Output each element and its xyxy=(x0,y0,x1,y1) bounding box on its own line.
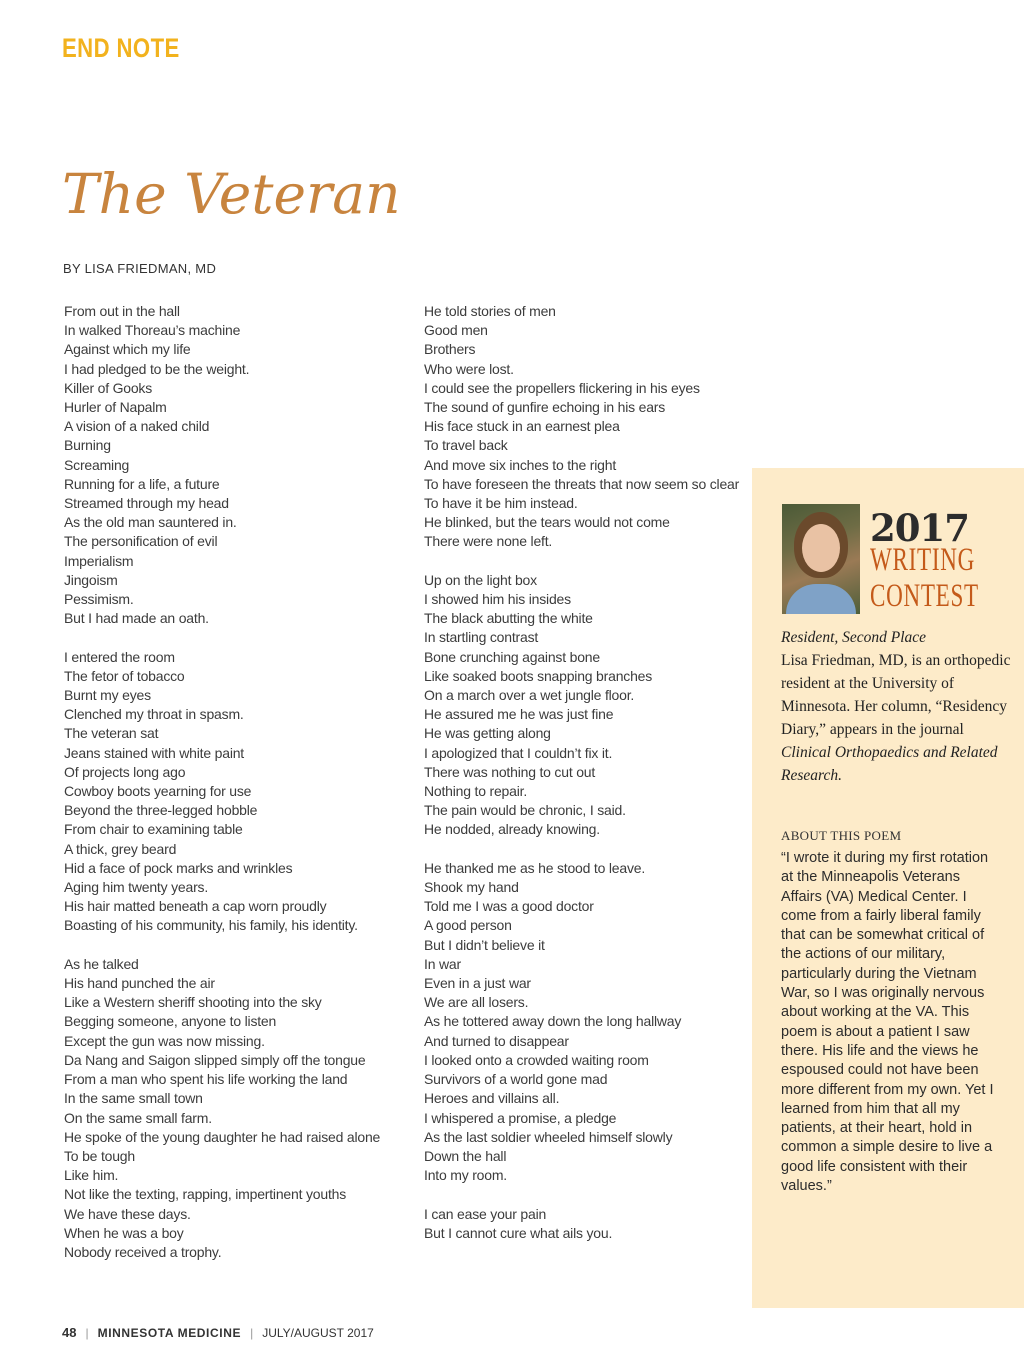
bio-journal: Clinical Orthopaedics and Related Research. xyxy=(781,744,998,784)
poem-line: The veteran sat xyxy=(64,725,159,742)
poem-line: But I had made an oath. xyxy=(64,610,209,627)
poem-line: Even in a just war xyxy=(424,975,531,992)
poem-line: When he was a boy xyxy=(64,1224,184,1241)
poem-line: He was getting along xyxy=(424,725,551,742)
poem-line: There were none left. xyxy=(424,533,553,550)
poem-line: In the same small town xyxy=(64,1090,203,1107)
poem-line: He assured me he was just fine xyxy=(424,706,614,723)
poem-line: Nobody received a trophy. xyxy=(64,1243,222,1260)
bio-text: Lisa Friedman, MD, is an orthopedic resident at the University of Minnesota. Her column, “Residency Diary,” appears in the journal xyxy=(781,652,1011,738)
award-place: Resident, Second Place xyxy=(781,629,927,646)
poem-line: I whispered a promise, a pledge xyxy=(424,1109,617,1126)
poem-line: We have these days. xyxy=(64,1205,191,1222)
poem-line: Pessimism. xyxy=(64,591,134,608)
poem-line: Down the hall xyxy=(424,1147,507,1164)
poem-line: Screaming xyxy=(64,456,130,473)
poem-line: As the old man sauntered in. xyxy=(64,514,237,531)
poem-line: His hair matted beneath a cap worn proudly xyxy=(64,898,327,915)
poem-line: From chair to examining table xyxy=(64,821,243,838)
poem-line: But I didn’t believe it xyxy=(424,936,545,953)
section-label: END NOTE xyxy=(62,33,180,63)
about-heading: ABOUT THIS POEM xyxy=(781,828,902,843)
poem-line: A thick, grey beard xyxy=(64,840,177,857)
poem-line: He nodded, already knowing. xyxy=(424,821,600,838)
poem-line: A vision of a naked child xyxy=(64,418,210,435)
poem-line: Told me I was a good doctor xyxy=(424,898,594,915)
poem-line: The personification of evil xyxy=(64,533,218,550)
poem-line: Who were lost. xyxy=(424,360,514,377)
poem-line: Except the gun was now missing. xyxy=(64,1032,265,1049)
poem-line: Bone crunching against bone xyxy=(424,648,600,665)
poem-line: I could see the propellers flickering in his eyes xyxy=(424,379,700,396)
poem-line: The sound of gunfire echoing in his ears xyxy=(424,399,666,416)
poem-line: Boasting of his community, his family, his identity. xyxy=(64,917,358,934)
poem-line: And turned to disappear xyxy=(424,1032,569,1049)
poem-line: In walked Thoreau’s machine xyxy=(64,322,241,339)
contest-word-writing: WRITING xyxy=(870,542,975,578)
poem-line: Like soaked boots snapping branches xyxy=(424,667,653,684)
poem-line: To have foreseen the threats that now seem so clear xyxy=(424,475,740,492)
poem-line: Beyond the three-legged hobble xyxy=(64,802,258,819)
contest-year: 2017 xyxy=(870,506,969,550)
poem-line: We are all losers. xyxy=(424,994,529,1011)
poem-line: As the last soldier wheeled himself slowly xyxy=(424,1128,673,1145)
poem-line: I looked onto a crowded waiting room xyxy=(424,1051,649,1068)
poem-line: I can ease your pain xyxy=(424,1205,547,1222)
poem-line: Hurler of Napalm xyxy=(64,399,167,416)
about-text: “I wrote it during my first rotation at the Minneapolis Veterans Affairs (VA) Medical Center. I come from a fairly liberal family that can be somewhat critical of the actions of our military, particularly during the Vietnam War, so I was originally nervous about working at the VA. This poem is about a patient I saw there. His life and the views he espoused could not have been more different from my own. Yet I learned from him that all my patients, at their heart, hold in common a simple desire to live a good life consistent with their values.” xyxy=(781,850,994,1195)
poem-line: His face stuck in an earnest plea xyxy=(424,418,620,435)
poem-line: To have it be him instead. xyxy=(424,495,578,512)
footer-separator: | xyxy=(250,1325,254,1340)
poem-line: Killer of Gooks xyxy=(64,379,153,396)
poem-line: From out in the hall xyxy=(64,303,180,319)
poem-line: Into my room. xyxy=(424,1167,507,1184)
page-footer xyxy=(62,1325,374,1340)
page-number: 48 xyxy=(62,1325,77,1340)
poem-column-left xyxy=(64,302,404,1262)
poem-line: Of projects long ago xyxy=(64,763,186,780)
author-bio xyxy=(781,626,1011,787)
poem-line: But I cannot cure what ails you. xyxy=(424,1224,613,1241)
poem-line: Not like the texting, rapping, impertinent youths xyxy=(64,1186,347,1203)
poem-line: His hand punched the air xyxy=(64,975,215,992)
publication-name: MINNESOTA MEDICINE xyxy=(97,1325,242,1340)
poem-line: I had pledged to be the weight. xyxy=(64,360,250,377)
poem-line: Aging him twenty years. xyxy=(64,879,209,896)
poem-line: Jeans stained with white paint xyxy=(64,744,244,761)
poem-line: Good men xyxy=(424,322,488,339)
poem-line: Da Nang and Saigon slipped simply off the tongue xyxy=(64,1051,366,1068)
sidebar xyxy=(752,468,1024,1308)
poem-line: A good person xyxy=(424,917,512,934)
poem-line: Jingoism xyxy=(64,571,118,588)
contest-word-contest: CONTEST xyxy=(870,578,979,614)
poem-line: Streamed through my head xyxy=(64,495,229,512)
article-title: The Veteran xyxy=(62,162,401,226)
poem-line xyxy=(424,552,744,571)
poem-line: There was nothing to cut out xyxy=(424,763,596,780)
poem-line: Heroes and villains all. xyxy=(424,1090,560,1107)
poem-line: Imperialism xyxy=(64,552,134,569)
poem-line: As he tottered away down the long hallway xyxy=(424,1013,682,1030)
poem-line: Clenched my throat in spasm. xyxy=(64,706,244,723)
poem-line: Like him. xyxy=(64,1167,119,1184)
poem-line: The pain would be chronic, I said. xyxy=(424,802,626,819)
poem-line: He told stories of men xyxy=(424,303,556,319)
poem-line: On the same small farm. xyxy=(64,1109,212,1126)
poem-line: Burnt my eyes xyxy=(64,687,151,704)
poem-line xyxy=(64,628,404,647)
poem-line: In startling contrast xyxy=(424,629,539,646)
poem-line: Brothers xyxy=(424,341,476,358)
poem-line: In war xyxy=(424,955,461,972)
poem-line xyxy=(424,840,744,859)
poem-line xyxy=(424,1185,744,1204)
poem-line: And move six inches to the right xyxy=(424,456,617,473)
poem-line: Like a Western sheriff shooting into the sky xyxy=(64,994,322,1011)
poem-line: To travel back xyxy=(424,437,508,454)
poem-line: The black abutting the white xyxy=(424,610,593,627)
poem-line: I showed him his insides xyxy=(424,591,571,608)
author-photo xyxy=(782,504,860,614)
poem-line: Begging someone, anyone to listen xyxy=(64,1013,277,1030)
poem-line: Up on the light box xyxy=(424,571,537,588)
poem-line: As he talked xyxy=(64,955,139,972)
poem-line: Burning xyxy=(64,437,111,454)
poem-line: From a man who spent his life working the land xyxy=(64,1071,348,1088)
poem-column-right xyxy=(424,302,744,1243)
poem-line: I apologized that I couldn’t fix it. xyxy=(424,744,613,761)
footer-separator: | xyxy=(85,1325,89,1340)
poem-line: Running for a life, a future xyxy=(64,475,220,492)
poem-line: The fetor of tobacco xyxy=(64,667,185,684)
poem-line: He blinked, but the tears would not come xyxy=(424,514,670,531)
poem-line: Against which my life xyxy=(64,341,191,358)
issue-date: JULY/AUGUST 2017 xyxy=(262,1325,374,1340)
poem-line: On a march over a wet jungle floor. xyxy=(424,687,635,704)
poem-line: Nothing to repair. xyxy=(424,783,528,800)
poem-line: I entered the room xyxy=(64,648,175,665)
poem-line xyxy=(64,936,404,955)
poem-line: Hid a face of pock marks and wrinkles xyxy=(64,859,293,876)
poem-line: To be tough xyxy=(64,1147,135,1164)
poem-line: Cowboy boots yearning for use xyxy=(64,783,252,800)
byline: BY LISA FRIEDMAN, MD xyxy=(63,261,217,276)
poem-line: Shook my hand xyxy=(424,879,519,896)
poem-line: He thanked me as he stood to leave. xyxy=(424,859,646,876)
poem-line: He spoke of the young daughter he had raised alone xyxy=(64,1128,381,1145)
poem-line: Survivors of a world gone mad xyxy=(424,1071,608,1088)
